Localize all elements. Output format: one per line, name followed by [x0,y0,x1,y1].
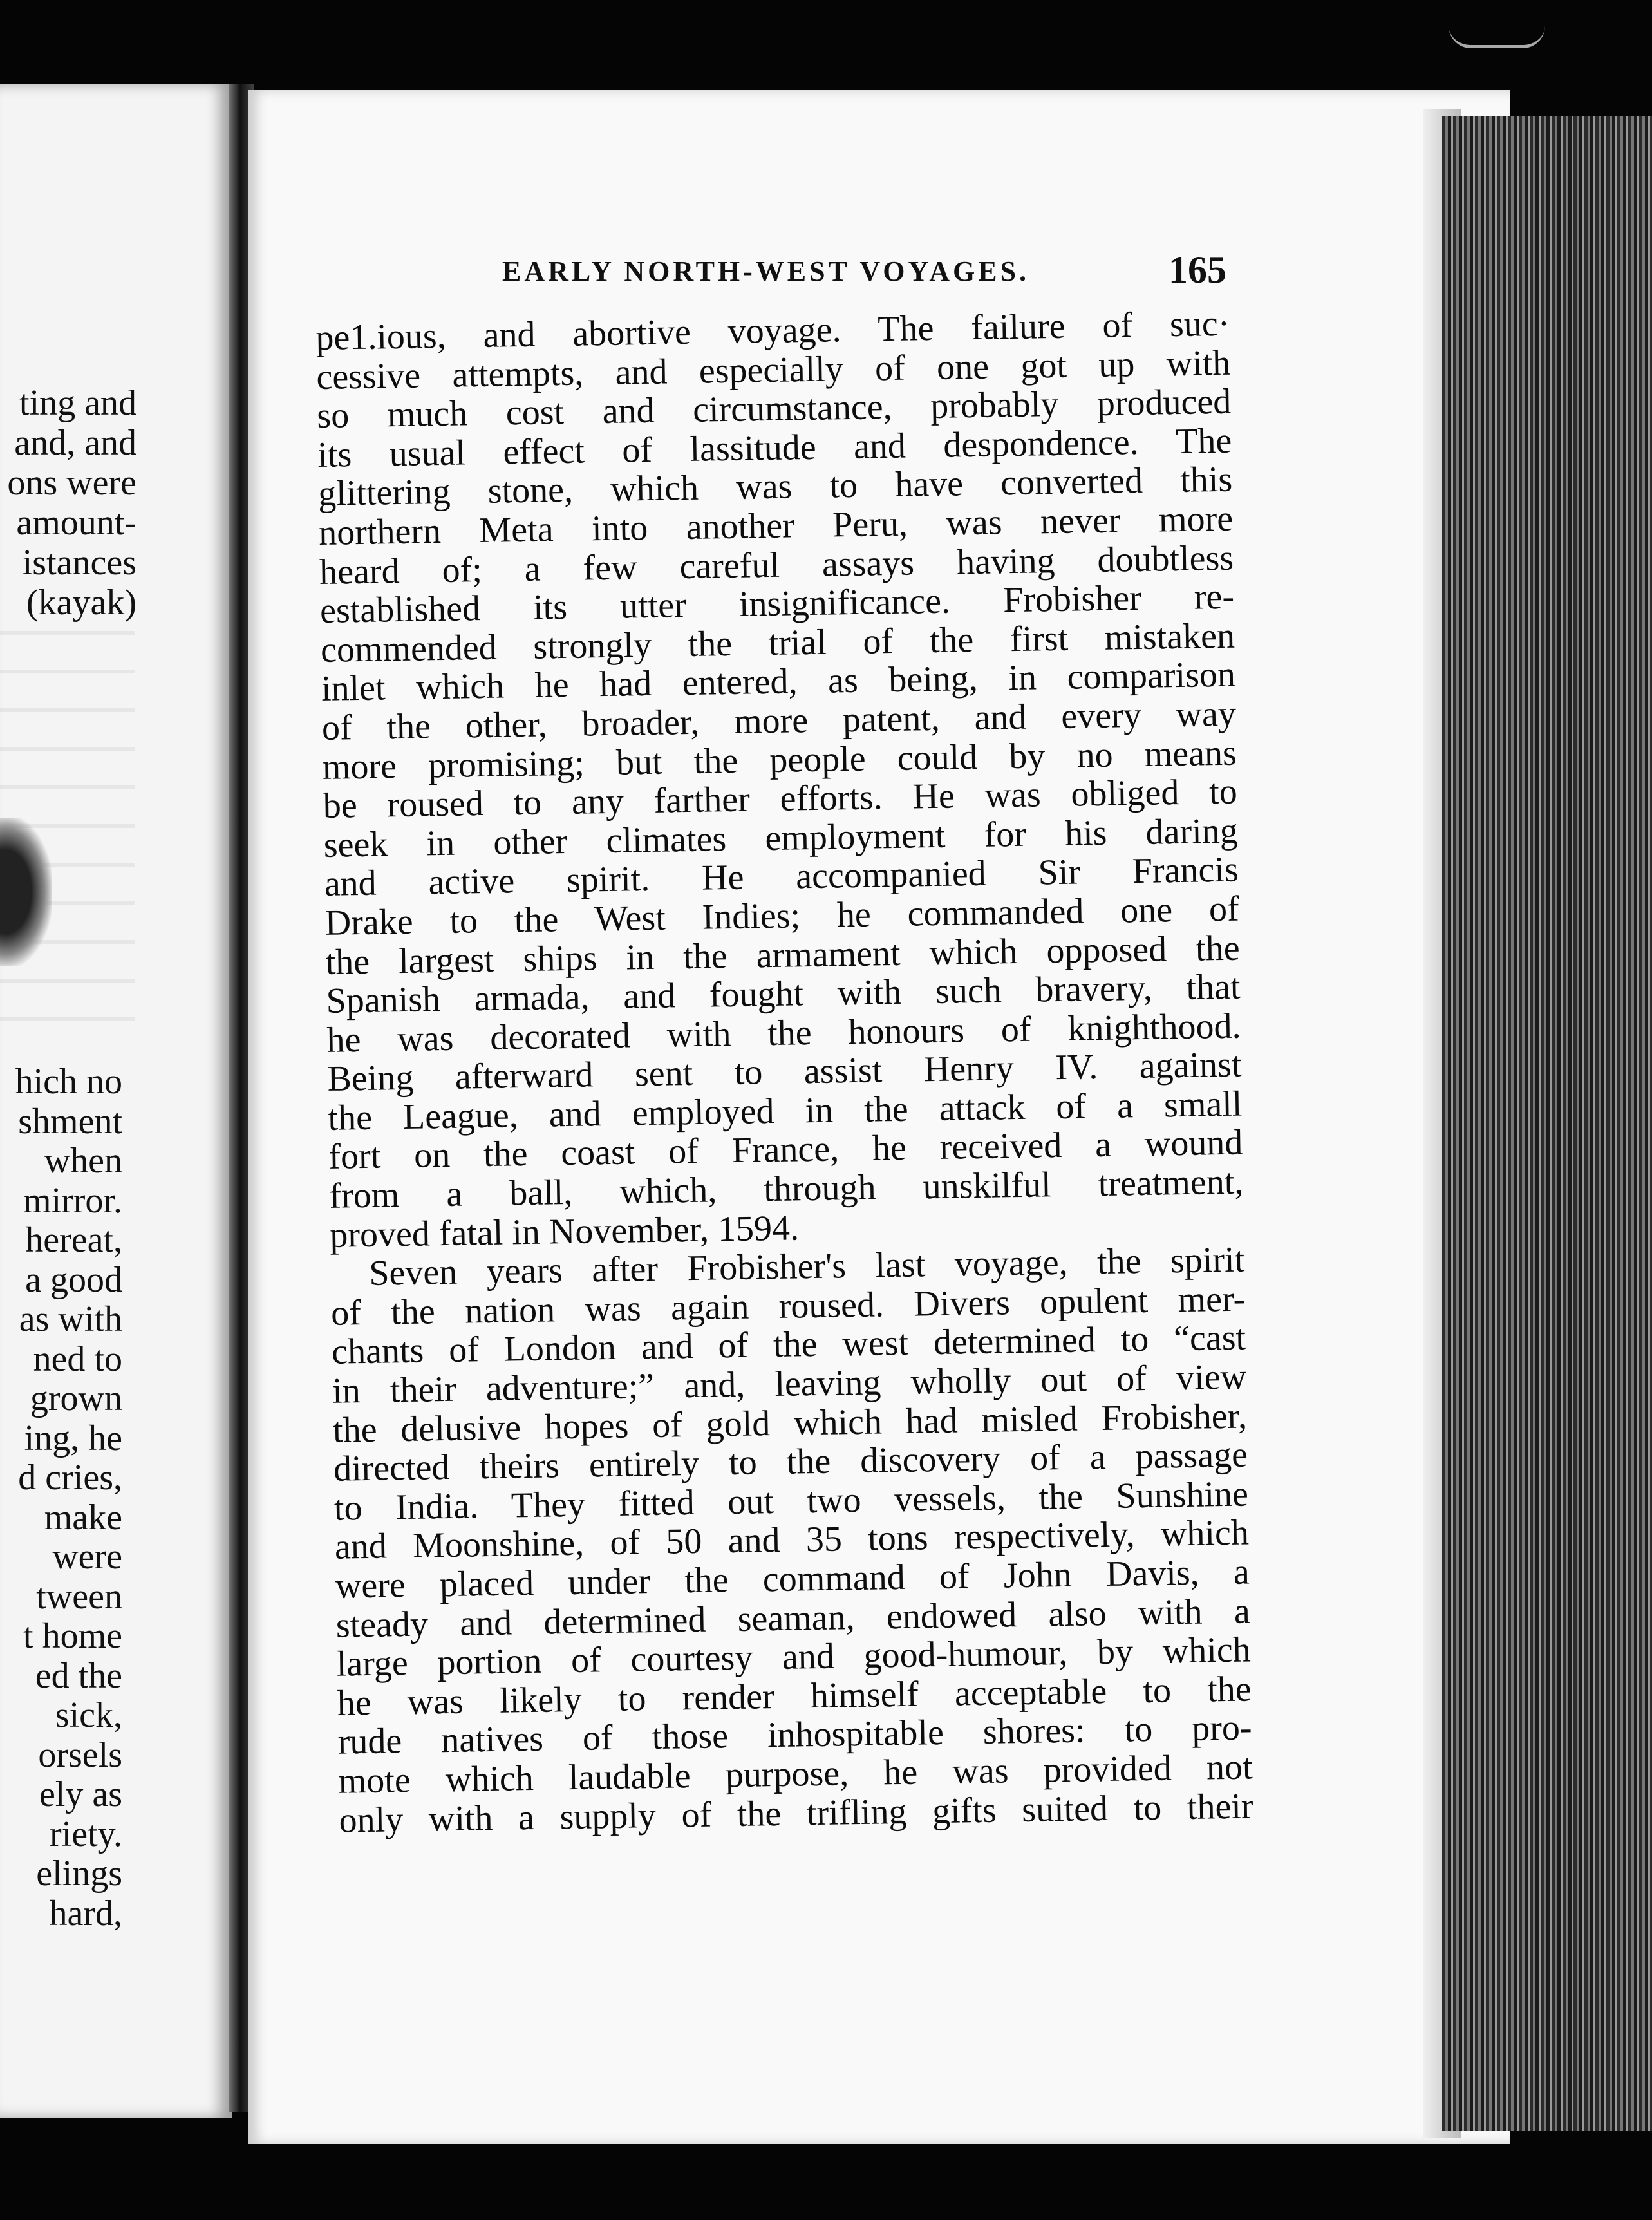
text-line: he was likely to render himself acceptable to the [337,1669,1252,1724]
text-line: were [52,1537,122,1577]
text-line: cessive attempts, and especially of one got up with [315,343,1231,397]
text-line: the largest ships in the armament which opposed the [325,928,1241,983]
text-line: make [44,1497,122,1538]
text-line: heard of; a few careful assays having doubtless [319,538,1234,592]
page-block-edges [1442,116,1652,2131]
text-line: and active spirit. He accompanied Sir Francis [324,849,1239,905]
text-line: ned to [33,1339,122,1379]
text-line: to India. They fitted out two vessels, the Sunshine [333,1474,1249,1529]
text-line: pe1.ious, and abortive voyage. The failure of suc· [315,303,1230,358]
text-line: ed the [35,1655,122,1696]
running-head: EARLY NORTH-WEST VOYAGES. [502,256,1030,287]
text-line: he was decorated with the honours of knighthood. [326,1006,1241,1060]
text-line: hereat, [25,1220,122,1260]
text-line: tween [36,1576,122,1617]
text-line: istances [22,543,136,583]
text-line: the League, and employed in the attack of a small [328,1084,1243,1138]
text-line: proved fatal in November, 1594. [329,1208,800,1256]
text-line: its usual effect of lassitude and despondence. The [317,420,1232,475]
text-line: large portion of courtesy and good-humour, by which [336,1630,1252,1684]
text-line: steady and determined seaman, endowed also with a [335,1591,1251,1646]
text-line: only with a supply of the trifling gifts suited to their [339,1785,1253,1841]
text-line: glittering stone, which was to have converted this [317,460,1233,514]
text-line: directed theirs entirely to the discovery of a passage [333,1435,1248,1489]
text-line: from a ball, which, through unskilful treatment, [328,1162,1244,1216]
text-line: ing, he [24,1418,122,1458]
text-line: Drake to the West Indies; he commanded one of [324,889,1240,943]
text-line: amount- [16,503,136,543]
text-line: established its utter insignificance. Frobisher re- [319,576,1235,632]
text-line: rude natives of those inhospitable shores: to pro- [337,1707,1253,1763]
text-line: ely as [39,1774,122,1814]
text-line: orsels [38,1735,122,1775]
text-line: ons were [7,463,136,503]
text-line: d cries, [18,1458,122,1498]
paragraph-start-line: Seven years after Frobisher's last voyage, the spirit [368,1239,1245,1294]
text-line: Being afterward sent to assist Henry IV. against [327,1044,1242,1100]
text-line: seek in other climates employment for his daring [323,811,1239,865]
text-line: of the nation was again roused. Divers opulent mer- [330,1279,1246,1333]
text-line: inlet which he had entered, as being, in comparison [321,654,1236,710]
text-line: hard, [49,1893,122,1933]
text-line: t home [23,1616,122,1656]
text-line: elings [36,1854,122,1894]
text-line: commended strongly the trial of the first mistaken [320,616,1235,670]
text-line: of the other, broader, more patent, and every way [321,693,1237,748]
text-line: mote which laudable purpose, he was provided not [338,1747,1253,1801]
text-line: and, and [14,423,136,463]
text-line: more promising; but the people could by no means [322,733,1237,787]
text-line: in their adventure;” and, leaving wholly out of view [332,1357,1247,1411]
text-line: the delusive hopes of gold which had misled Frobisher, [332,1396,1248,1451]
text-line: hich no [15,1062,122,1102]
previous-page-text-top [7,383,136,623]
previous-page-text-bottom [15,1062,122,1933]
body-text [315,305,1253,1840]
text-line: chants of London and of the west determined to “cast [331,1317,1246,1373]
text-line: mirror. [23,1180,122,1221]
text-line: when [44,1141,122,1181]
text-line: ting and [19,383,136,423]
text-line: riety. [50,1814,122,1854]
text-line: (kayak) [26,583,136,623]
scan-artifact [1449,26,1545,48]
text-line: Spanish armada, and fought with such bravery, that [326,966,1241,1021]
text-line: fort on the coast of France, he received a wound [328,1123,1243,1178]
text-line: be roused to any farther efforts. He was obliged to [323,771,1238,827]
previous-page [0,84,232,2118]
text-line: were placed under the command of John Davis, a [335,1552,1250,1606]
text-line: and Moonshine, of 50 and 35 tons respectively, which [334,1512,1250,1568]
text-line: shment [18,1101,122,1142]
text-line: as with [19,1299,122,1339]
engraving-fragment [0,818,52,966]
text-line: so much cost and circumstance, probably produced [316,381,1232,437]
text-line: sick, [55,1695,122,1735]
text-line: grown [30,1378,122,1418]
page-number: 165 [1169,249,1226,291]
text-line: northern Meta into another Peru, was never more [318,498,1234,553]
text-line: a good [25,1259,122,1300]
